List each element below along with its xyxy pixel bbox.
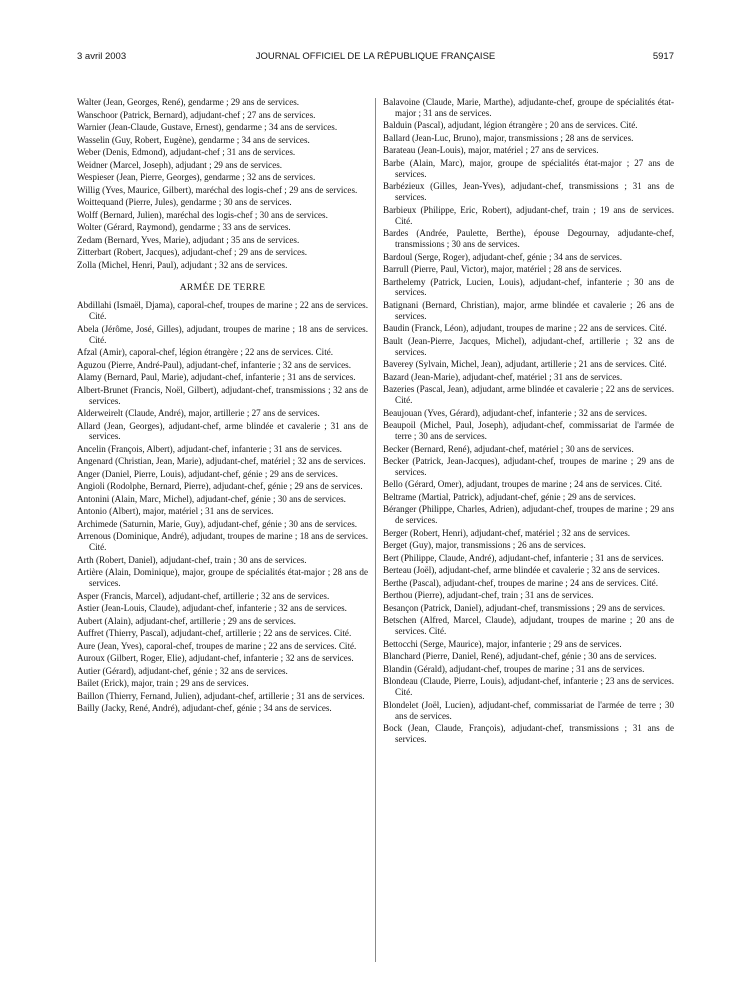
list-entry: Bardes (Andrée, Paulette, Berthe), épouse Degournay, adjudante-chef, transmissions ; 30 ans de services.	[383, 228, 674, 250]
list-entry: Berteau (Joël), adjudant-chef, arme blindée et cavalerie ; 32 ans de services.	[383, 565, 660, 576]
list-entry: Blandin (Gérald), adjudant-chef, troupes de marine ; 31 ans de services.	[383, 663, 645, 674]
list-entry: Bardoul (Serge, Roger), adjudant-chef, génie ; 34 ans de services.	[383, 251, 622, 262]
list-entry: Baillon (Thierry, Fernand, Julien), adjudant-chef, artillerie ; 31 ans de services.	[77, 690, 365, 701]
list-entry: Barbieux (Philippe, Eric, Robert), adjudant-chef, train ; 19 ans de services. Cité.	[383, 204, 674, 226]
list-entry: Willig (Yves, Maurice, Gilbert), maréchal des logis-chef ; 29 ans de services.	[77, 184, 358, 195]
list-entry: Astier (Jean-Louis, Claude), adjudant-chef, infanterie ; 32 ans de services.	[77, 603, 347, 614]
list-entry: Berthou (Pierre), adjudant-chef, train ; 31 ans de services.	[383, 590, 594, 601]
list-entry: Abela (Jérôme, José, Gilles), adjudant, troupes de marine ; 18 ans de services. Cité.	[77, 323, 368, 345]
list-entry: Barrull (Pierre, Paul, Victor), major, matériel ; 28 ans de services.	[383, 264, 622, 275]
list-entry: Bailly (Jacky, René, André), adjudant-chef, génie ; 34 ans de services.	[77, 703, 332, 714]
list-entry: Ancelin (François, Albert), adjudant-chef, infanterie ; 31 ans de services.	[77, 443, 342, 454]
list-entry: Wasselin (Guy, Robert, Eugène), gendarme ; 34 ans de services.	[77, 134, 310, 145]
list-entry: Blondeau (Claude, Pierre, Louis), adjudant-chef, infanterie ; 23 ans de services. Cité.	[383, 676, 674, 698]
list-entry: Beaupoil (Michel, Paul, Joseph), adjudant-chef, commissariat de l'armée de terre ; 30 ans de services.	[383, 420, 674, 442]
list-entry: Bock (Jean, Claude, François), adjudant-chef, transmissions ; 31 ans de services.	[383, 723, 674, 744]
list-entry: Barbe (Alain, Marc), major, groupe de spécialités état-major ; 27 ans de services.	[383, 157, 674, 179]
list-entry: Bello (Gérard, Omer), adjudant, troupes de marine ; 24 ans de services. Cité.	[383, 479, 663, 490]
gendarmerie-list	[77, 97, 368, 270]
list-entry: Artière (Alain, Dominique), major, groupe de spécialités état-major ; 28 ans de services.	[77, 567, 368, 589]
list-entry: Bazard (Jean-Marie), adjudant-chef, matériel ; 31 ans de services.	[383, 371, 623, 382]
list-entry: Baudin (Franck, Léon), adjudant, troupes de marine ; 22 ans de services. Cité.	[383, 323, 667, 334]
list-entry: Berthe (Pascal), adjudant-chef, troupes de marine ; 24 ans de services. Cité.	[383, 577, 658, 588]
list-entry: Aure (Jean, Yves), caporal-chef, troupes de marine ; 22 ans de services. Cité.	[77, 640, 357, 651]
list-entry: Barateau (Jean-Louis), major, matériel ; 27 ans de services.	[383, 145, 599, 156]
list-entry: Autier (Gérard), adjudant-chef, génie ; 32 ans de services.	[77, 665, 288, 676]
list-entry: Weidner (Marcel, Joseph), adjudant ; 29 ans de services.	[77, 159, 283, 170]
list-entry: Barbézieux (Gilles, Jean-Yves), adjudant-chef, transmissions ; 31 ans de services.	[383, 181, 674, 203]
list-entry: Afzal (Amir), caporal-chef, légion étrangère ; 22 ans de services. Cité.	[77, 347, 334, 358]
list-entry: Zitterbart (Robert, Jacques), adjudant-chef ; 29 ans de services.	[77, 247, 308, 257]
army-list-part-2	[383, 97, 674, 745]
list-entry: Bert (Philippe, Claude, André), adjudant-chef, infanterie ; 31 ans de services.	[383, 552, 664, 563]
list-entry: Berget (Guy), major, transmissions ; 26 ans de services.	[383, 540, 586, 551]
section-heading: ARMÉE DE TERRE	[179, 282, 266, 294]
list-entry: Beltrame (Martial, Patrick), adjudant-chef, génie ; 29 ans de services.	[383, 491, 636, 502]
list-entry: Wolter (Gérard, Raymond), gendarme ; 33 ans de services.	[77, 222, 291, 232]
page-number: 5917	[652, 51, 674, 62]
list-entry: Archimede (Saturnin, Marie, Guy), adjudant-chef, génie ; 30 ans de services.	[77, 518, 358, 529]
list-entry: Abdillahi (Ismaël, Djama), caporal-chef, troupes de marine ; 22 ans de services. Cité.	[77, 300, 368, 322]
issue-date: 3 avril 2003	[77, 51, 127, 62]
list-entry: Batignani (Bernard, Christian), major, arme blindée et cavalerie ; 26 ans de services.	[383, 299, 674, 321]
list-entry: Blanchard (Pierre, Daniel, René), adjudant-chef, génie ; 30 ans de services.	[383, 651, 657, 662]
list-entry: Weber (Denis, Edmond), adjudant-chef ; 31 ans de services.	[77, 147, 296, 157]
list-entry: Ballard (Jean-Luc, Bruno), major, transmissions ; 28 ans de services.	[383, 132, 634, 143]
document-body	[77, 97, 674, 977]
list-entry: Alderweirelt (Claude, André), major, artillerie ; 27 ans de services.	[77, 408, 320, 419]
list-entry: Becker (Patrick, Jean-Jacques), adjudant-chef, troupes de marine ; 29 ans de services.	[383, 456, 674, 477]
list-entry: Wanschoor (Patrick, Bernard), adjudant-chef ; 27 ans de services.	[77, 109, 316, 120]
army-list-part-1	[77, 300, 368, 714]
list-entry: Aubert (Alain), adjudant-chef, artillerie ; 29 ans de services.	[77, 615, 296, 626]
list-entry: Baverey (Sylvain, Michel, Jean), adjudant, artillerie ; 21 ans de services. Cité.	[383, 359, 667, 370]
list-entry: Walter (Jean, Georges, René), gendarme ; 29 ans de services.	[77, 97, 300, 107]
list-entry: Aguzou (Pierre, André-Paul), adjudant-chef, infanterie ; 32 ans de services.	[77, 359, 351, 370]
list-entry: Anger (Daniel, Pierre, Louis), adjudant-chef, génie ; 29 ans de services.	[77, 468, 338, 479]
list-entry: Beaujouan (Yves, Gérard), adjudant-chef, infanterie ; 32 ans de services.	[383, 407, 647, 418]
list-entry: Béranger (Philippe, Charles, Adrien), adjudant-chef, troupes de marine ; 29 ans de services.	[383, 504, 674, 526]
list-entry: Blondelet (Joël, Lucien), adjudant-chef, commissariat de l'armée de terre ; 30 ans de services.	[383, 699, 674, 721]
list-entry: Warnier (Jean-Claude, Gustave, Ernest), gendarme ; 34 ans de services.	[77, 122, 338, 132]
list-entry: Antonio (Albert), major, matériel ; 31 ans de services.	[77, 506, 274, 517]
page-header	[77, 51, 674, 65]
list-entry: Becker (Bernard, René), adjudant-chef, matériel ; 30 ans de services.	[383, 443, 634, 454]
list-entry: Besançon (Patrick, Daniel), adjudant-chef, transmissions ; 29 ans de services.	[383, 602, 666, 613]
list-entry: Angenard (Christian, Jean, Marie), adjudant-chef, matériel ; 32 ans de services.	[77, 456, 366, 467]
list-entry: Berger (Robert, Henri), adjudant-chef, matériel ; 32 ans de services.	[383, 527, 631, 538]
list-entry: Arth (Robert, Daniel), adjudant-chef, train ; 30 ans de services.	[77, 554, 307, 565]
list-entry: Wespieser (Jean, Pierre, Georges), gendarme ; 32 ans de services.	[77, 172, 316, 182]
list-entry: Alamy (Bernard, Paul, Marie), adjudant-chef, infanterie ; 31 ans de services.	[77, 372, 356, 383]
list-entry: Allard (Jean, Georges), adjudant-chef, arme blindée et cavalerie ; 31 ans de services.	[77, 420, 368, 442]
list-entry: Barthelemy (Patrick, Lucien, Louis), adjudant-chef, infanterie ; 30 ans de services.	[383, 276, 674, 298]
list-entry: Bettocchi (Serge, Maurice), major, infanterie ; 29 ans de services.	[383, 638, 622, 649]
list-entry: Bault (Jean-Pierre, Jacques, Michel), adjudant-chef, artillerie ; 32 ans de services.	[383, 335, 674, 357]
list-entry: Zedam (Bernard, Yves, Marie), adjudant ; 35 ans de services.	[77, 234, 300, 245]
list-entry: Wolff (Bernard, Julien), maréchal des logis-chef ; 30 ans de services.	[77, 209, 328, 220]
list-entry: Bazeries (Pascal, Jean), adjudant, arme blindée et cavalerie ; 22 ans de services. Cité.	[383, 384, 674, 406]
list-entry: Angioli (Rodolphe, Bernard, Pierre), adjudant-chef, génie ; 29 ans de services.	[77, 481, 363, 492]
list-entry: Balduin (Pascal), adjudant, légion étrangère ; 20 ans de services. Cité.	[383, 120, 638, 131]
list-entry: Bailet (Erick), major, train ; 29 ans de services.	[77, 678, 249, 689]
right-column	[383, 97, 674, 747]
list-entry: Zolla (Michel, Henri, Paul), adjudant ; 32 ans de services.	[77, 259, 288, 270]
list-entry: Albert-Brunet (Francis, Noël, Gilbert), adjudant-chef, transmissions ; 32 ans de services.	[77, 384, 368, 406]
list-entry: Antonini (Alain, Marc, Michel), adjudant-chef, génie ; 30 ans de services.	[77, 493, 346, 504]
list-entry: Auroux (Gilbert, Roger, Elie), adjudant-chef, infanterie ; 32 ans de services.	[77, 653, 354, 664]
list-entry: Asper (Francis, Marcel), adjudant-chef, artillerie ; 32 ans de services.	[77, 590, 330, 601]
list-entry: Auffret (Thierry, Pascal), adjudant-chef, artillerie ; 22 ans de services. Cité.	[77, 628, 352, 639]
list-entry: Arrenous (Dominique, André), adjudant, troupes de marine ; 18 ans de services. Cité.	[77, 531, 368, 553]
journal-title: JOURNAL OFFICIEL DE LA RÉPUBLIQUE FRANÇAISE	[255, 51, 496, 62]
list-entry: Balavoine (Claude, Marie, Marthe), adjudante-chef, groupe de spécialités état-major ; 31 ans de services.	[383, 97, 674, 118]
list-entry: Woittequand (Pierre, Jules), gendarme ; 30 ans de services.	[77, 197, 292, 207]
left-column	[77, 97, 368, 716]
list-entry: Betschen (Alfred, Marcel, Claude), adjudant, troupes de marine ; 20 ans de services. Cité.	[383, 615, 674, 637]
